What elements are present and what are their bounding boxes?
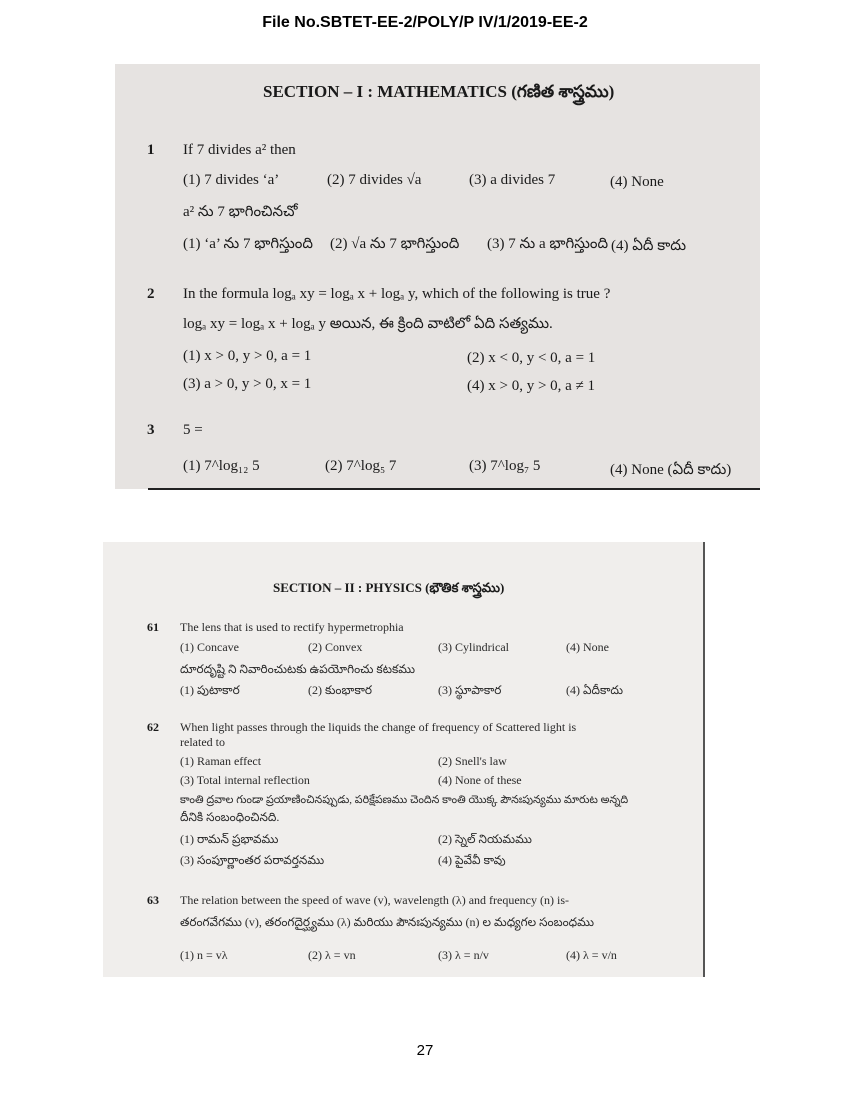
option-4-telugu: (4) ఏదీ కాదు — [611, 238, 687, 254]
option-2: (2) 7^log₅ 7 — [325, 458, 397, 474]
question-text-line-1: When light passes through the liquids the change of frequency of Scattered light is — [180, 720, 577, 734]
option-3: (3) a divides 7 — [469, 172, 556, 188]
question-text-telugu: a² ను 7 భాగించినచో — [183, 204, 298, 220]
section-divider — [148, 488, 760, 490]
option-3: (3) Cylindrical — [438, 640, 509, 654]
option-4: (4) None — [566, 640, 609, 654]
option-2: (2) Snell's law — [438, 754, 507, 768]
question-number: 3 — [147, 422, 155, 438]
option-1: (1) Raman effect — [180, 754, 262, 768]
question-text-telugu: తరంగవేగము (v), తరంగదైర్ఘ్యము (λ) మరియు పౌనఃపున్యము (n) ల మధ్యగల సంబంధము — [180, 915, 595, 929]
question-text-telugu-line-1: కాంతి ద్రవాల గుండా ప్రయాణించినప్పుడు, పరిక్షేపణము చెందిన కాంతి యొక్క పౌనఃపున్యము మారుట అన్నది — [180, 794, 629, 806]
option-3: (3) 7^log₇ 5 — [469, 458, 541, 474]
question-number: 2 — [147, 286, 155, 302]
option-3-telugu: (3) 7 ను a భాగిస్తుంది — [487, 236, 609, 252]
option-1-telugu: (1) ‘a’ ను 7 భాగిస్తుంది — [183, 236, 313, 252]
option-1-telugu: (1) రామన్ ప్రభావము — [180, 832, 279, 846]
option-4-telugu: (4) ఏదీకాదు — [566, 683, 624, 697]
option-4: (4) None of these — [438, 773, 522, 787]
option-4: (4) x > 0, y > 0, a ≠ 1 — [467, 378, 596, 394]
option-3: (3) Total internal reflection — [180, 773, 310, 787]
question-text: If 7 divides a² then — [183, 142, 296, 158]
question-text: The relation between the speed of wave (v), wavelength (λ) and frequency (n) is- — [180, 893, 569, 907]
option-2-telugu: (2) స్నెల్ నియమము — [438, 832, 532, 846]
option-1: (1) x > 0, y > 0, a = 1 — [183, 348, 312, 364]
option-1: (1) 7^log₁₂ 5 — [183, 458, 260, 474]
option-3: (3) λ = n/v — [438, 948, 489, 962]
option-3-telugu: (3) సంపూర్ణాంతర పరావర్తనము — [180, 853, 325, 867]
question-text: In the formula logₐ xy = logₐ x + logₐ y, which of the following is true ? — [183, 286, 611, 302]
question-text: The lens that is used to rectify hypermetrophia — [180, 620, 404, 634]
question-text-line-2: related to — [180, 735, 225, 749]
file-number-header: File No.SBTET-EE-2/POLY/P IV/1/2019-EE-2 — [262, 14, 588, 31]
option-3-telugu: (3) స్థూపాకార — [438, 683, 502, 697]
option-2: (2) x < 0, y < 0, a = 1 — [467, 350, 596, 366]
question-text: 5 = — [183, 422, 203, 438]
option-3: (3) a > 0, y > 0, x = 1 — [183, 376, 312, 392]
option-4: (4) None (ఏదీ కాదు) — [610, 462, 732, 478]
mathematics-section-scan — [115, 64, 760, 489]
option-2: (2) Convex — [308, 640, 363, 654]
section-title: SECTION – II : PHYSICS (భౌతిక శాస్త్రము) — [273, 580, 505, 595]
section-title: SECTION – I : MATHEMATICS (గణిత శాస్త్రము) — [263, 82, 615, 101]
option-1-telugu: (1) పుటాకార — [180, 683, 240, 697]
option-4-telugu: (4) పైవేవీ కావు — [438, 853, 506, 867]
option-2-telugu: (2) √a ను 7 భాగిస్తుంది — [330, 236, 460, 252]
physics-section-scan — [103, 542, 705, 977]
question-text-telugu: దూరదృష్టి ని నివారించుటకు ఉపయోగించు కటకము — [180, 662, 416, 676]
question-number: 1 — [147, 142, 155, 158]
option-1: (1) 7 divides ‘a’ — [183, 172, 280, 188]
question-text-telugu: logₐ xy = logₐ x + logₐ y అయిన, ఈ క్రింది వాటిలో ఏది సత్యము. — [183, 316, 553, 332]
option-1: (1) Concave — [180, 640, 239, 654]
question-number: 61 — [147, 620, 159, 634]
option-2: (2) λ = vn — [308, 948, 356, 962]
page-number: 27 — [416, 1042, 434, 1059]
option-1: (1) n = vλ — [180, 948, 228, 962]
question-number: 63 — [147, 893, 159, 907]
option-2: (2) 7 divides √a — [327, 172, 422, 188]
question-text-telugu-line-2: దీనికి సంబంధించినది. — [180, 810, 280, 824]
option-4: (4) None — [610, 174, 664, 190]
question-number: 62 — [147, 720, 159, 734]
option-4: (4) λ = v/n — [566, 948, 617, 962]
option-2-telugu: (2) కుంభాకార — [308, 683, 372, 697]
